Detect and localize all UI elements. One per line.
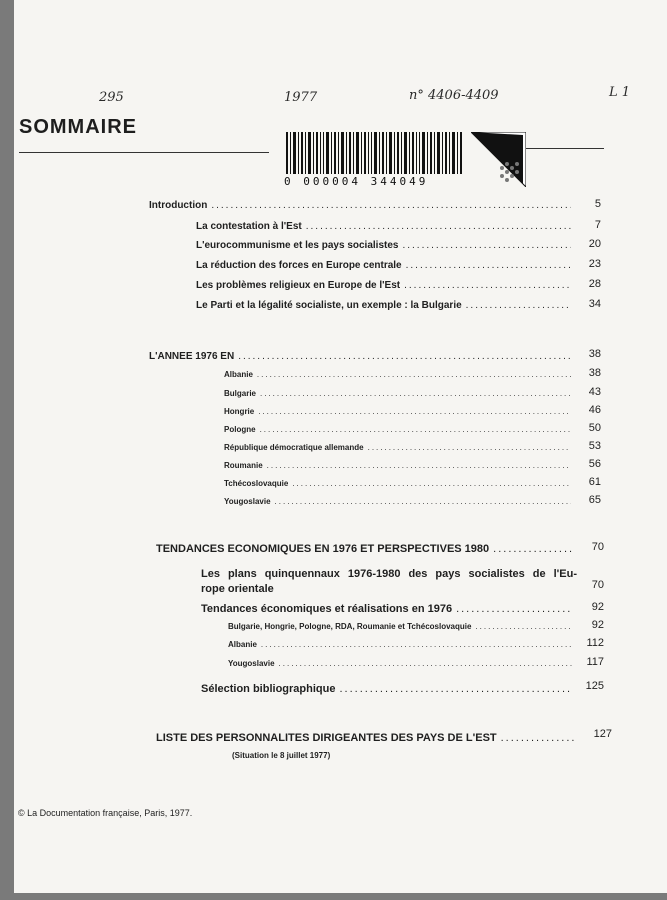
toc-page-number: 117 xyxy=(586,656,604,668)
toc-entry-label: Pologne xyxy=(224,425,256,434)
toc-entry-label: Tendances économiques et réalisations en 1976 xyxy=(201,603,453,615)
toc-entry-label: Yougoslavie xyxy=(228,659,275,668)
toc-entry-label: Sélection bibliographique xyxy=(201,683,336,695)
leader-dots xyxy=(466,300,571,311)
barcode-number: 0 000004 344049 xyxy=(284,175,429,188)
toc-page-number: 61 xyxy=(588,476,601,488)
toc-section-label: LISTE DES PERSONNALITES DIRIGEANTES DES PAYS DE L'EST xyxy=(156,732,497,744)
handwritten-note-year: 1977 xyxy=(284,90,318,105)
leader-dots xyxy=(493,543,574,555)
publisher-logo xyxy=(471,132,526,187)
toc-entry-label: Hongrie xyxy=(224,407,255,416)
copyright-notice: © La Documentation française, Paris, 1977. xyxy=(18,808,193,818)
leader-dots xyxy=(260,389,571,398)
handwritten-note-number: n° 4406-4409 xyxy=(409,88,499,103)
toc-entry-label: Le Parti et la légalité socialiste, un exemple : la Bulgarie xyxy=(196,300,462,311)
toc-entry-label: Roumanie xyxy=(224,461,263,470)
toc-entry[interactable] xyxy=(196,300,575,311)
toc-entry-label: Tchécoslovaquie xyxy=(224,479,289,488)
toc-entry[interactable] xyxy=(224,497,575,506)
leader-dots xyxy=(267,461,571,470)
toc-page-number: 23 xyxy=(588,258,601,270)
leader-dots xyxy=(261,640,573,649)
toc-page-number: 112 xyxy=(586,637,604,649)
leader-dots xyxy=(339,683,573,695)
toc-entry[interactable] xyxy=(196,260,575,271)
leader-dots xyxy=(475,622,573,631)
toc-entry[interactable] xyxy=(224,461,575,470)
toc-page-number: 38 xyxy=(588,367,601,379)
leader-dots xyxy=(257,370,571,379)
toc-entry-label: La réduction des forces en Europe centrale xyxy=(196,260,402,271)
toc-page-number: 92 xyxy=(591,601,604,613)
toc-entry-label: Bulgarie, Hongrie, Pologne, RDA, Roumanie et Tchécoslovaquie xyxy=(228,622,472,631)
toc-entry-label: L'eurocommunisme et les pays socialistes xyxy=(196,240,399,251)
toc-entry[interactable] xyxy=(224,443,575,452)
toc-entry[interactable] xyxy=(196,240,575,251)
toc-section-label: TENDANCES ECONOMIQUES EN 1976 ET PERSPECTIVES 1980 xyxy=(156,543,490,555)
toc-entry[interactable] xyxy=(224,479,575,488)
toc-entry[interactable] xyxy=(228,622,577,631)
leader-dots xyxy=(278,582,577,597)
toc-entry[interactable] xyxy=(201,683,577,695)
toc-entry[interactable] xyxy=(228,640,577,649)
toc-section-label: L'ANNEE 1976 EN xyxy=(149,351,235,362)
leader-dots xyxy=(406,260,571,271)
leader-dots xyxy=(404,280,571,291)
toc-entry[interactable] xyxy=(224,425,575,434)
toc-page-number: 70 xyxy=(591,541,604,553)
toc-page-number: 65 xyxy=(588,494,601,506)
handwritten-note-left: 295 xyxy=(99,90,124,105)
toc-section[interactable] xyxy=(156,732,578,744)
toc-page-number: 34 xyxy=(588,298,601,310)
leader-dots xyxy=(260,425,571,434)
toc-page-number: 28 xyxy=(588,278,601,290)
toc-entry-label: Albanie xyxy=(224,370,253,379)
toc-entry[interactable] xyxy=(196,280,575,291)
toc-entry-label-line2: rope orientale xyxy=(201,583,274,595)
leader-dots xyxy=(456,603,573,615)
leader-dots xyxy=(402,240,571,251)
toc-entry[interactable] xyxy=(224,370,575,379)
toc-entry-label: Bulgarie xyxy=(224,389,257,398)
toc-entry-label: La contestation à l'Est xyxy=(196,221,302,232)
toc-page-number: 50 xyxy=(588,422,601,434)
leader-dots xyxy=(306,221,571,232)
toc-page-number: 53 xyxy=(588,440,601,452)
leader-dots xyxy=(258,407,571,416)
header-rule-right xyxy=(524,148,604,149)
toc-entry-multiline[interactable] xyxy=(201,567,577,597)
toc-entry[interactable] xyxy=(228,659,577,668)
toc-entry-label: Introduction xyxy=(149,200,208,211)
toc-entry[interactable] xyxy=(224,407,575,416)
toc-page-number: 70 xyxy=(591,579,604,591)
toc-page-number: 7 xyxy=(594,219,601,231)
handwritten-note-right: L 1 xyxy=(609,85,631,100)
toc-entry[interactable] xyxy=(201,603,577,615)
toc-section[interactable] xyxy=(149,351,575,362)
toc-page-number: 5 xyxy=(594,198,601,210)
toc-entry-label: Yougoslavie xyxy=(224,497,271,506)
toc-entry-label: Les problèmes religieux en Europe de l'Est xyxy=(196,280,401,291)
document-page xyxy=(14,0,667,893)
toc-section[interactable] xyxy=(156,543,578,555)
barcode-bars xyxy=(286,132,466,174)
toc-entry[interactable] xyxy=(196,221,575,232)
toc-entry[interactable] xyxy=(224,389,575,398)
leader-dots xyxy=(238,351,571,362)
leader-dots xyxy=(368,443,571,452)
leader-dots xyxy=(211,200,571,211)
toc-entry-label-line1: Les plans quinquennaux 1976-1980 des pays socialistes de l'Eu- xyxy=(201,568,577,580)
toc-page-number: 20 xyxy=(588,238,601,250)
toc-page-number: 38 xyxy=(588,348,601,360)
toc-entry-label: Albanie xyxy=(228,640,257,649)
header-rule-left xyxy=(19,152,269,153)
toc-page-number: 92 xyxy=(591,619,604,631)
leader-dots xyxy=(275,497,571,506)
leader-dots xyxy=(292,479,571,488)
leader-dots xyxy=(501,732,574,744)
toc-page-number: 127 xyxy=(593,728,612,740)
toc-page-number: 46 xyxy=(588,404,601,416)
page-title: SOMMAIRE xyxy=(19,116,137,138)
toc-entry-label: République démocratique allemande xyxy=(224,443,364,452)
toc-page-number: 56 xyxy=(588,458,601,470)
barcode xyxy=(286,132,521,192)
leader-dots xyxy=(279,659,573,668)
toc-entry[interactable] xyxy=(149,200,575,211)
toc-page-number: 125 xyxy=(585,680,604,692)
toc-page-number: 43 xyxy=(588,386,601,398)
situation-note: (Situation le 8 juillet 1977) xyxy=(232,751,331,760)
toc-entry-line2 xyxy=(201,582,577,597)
